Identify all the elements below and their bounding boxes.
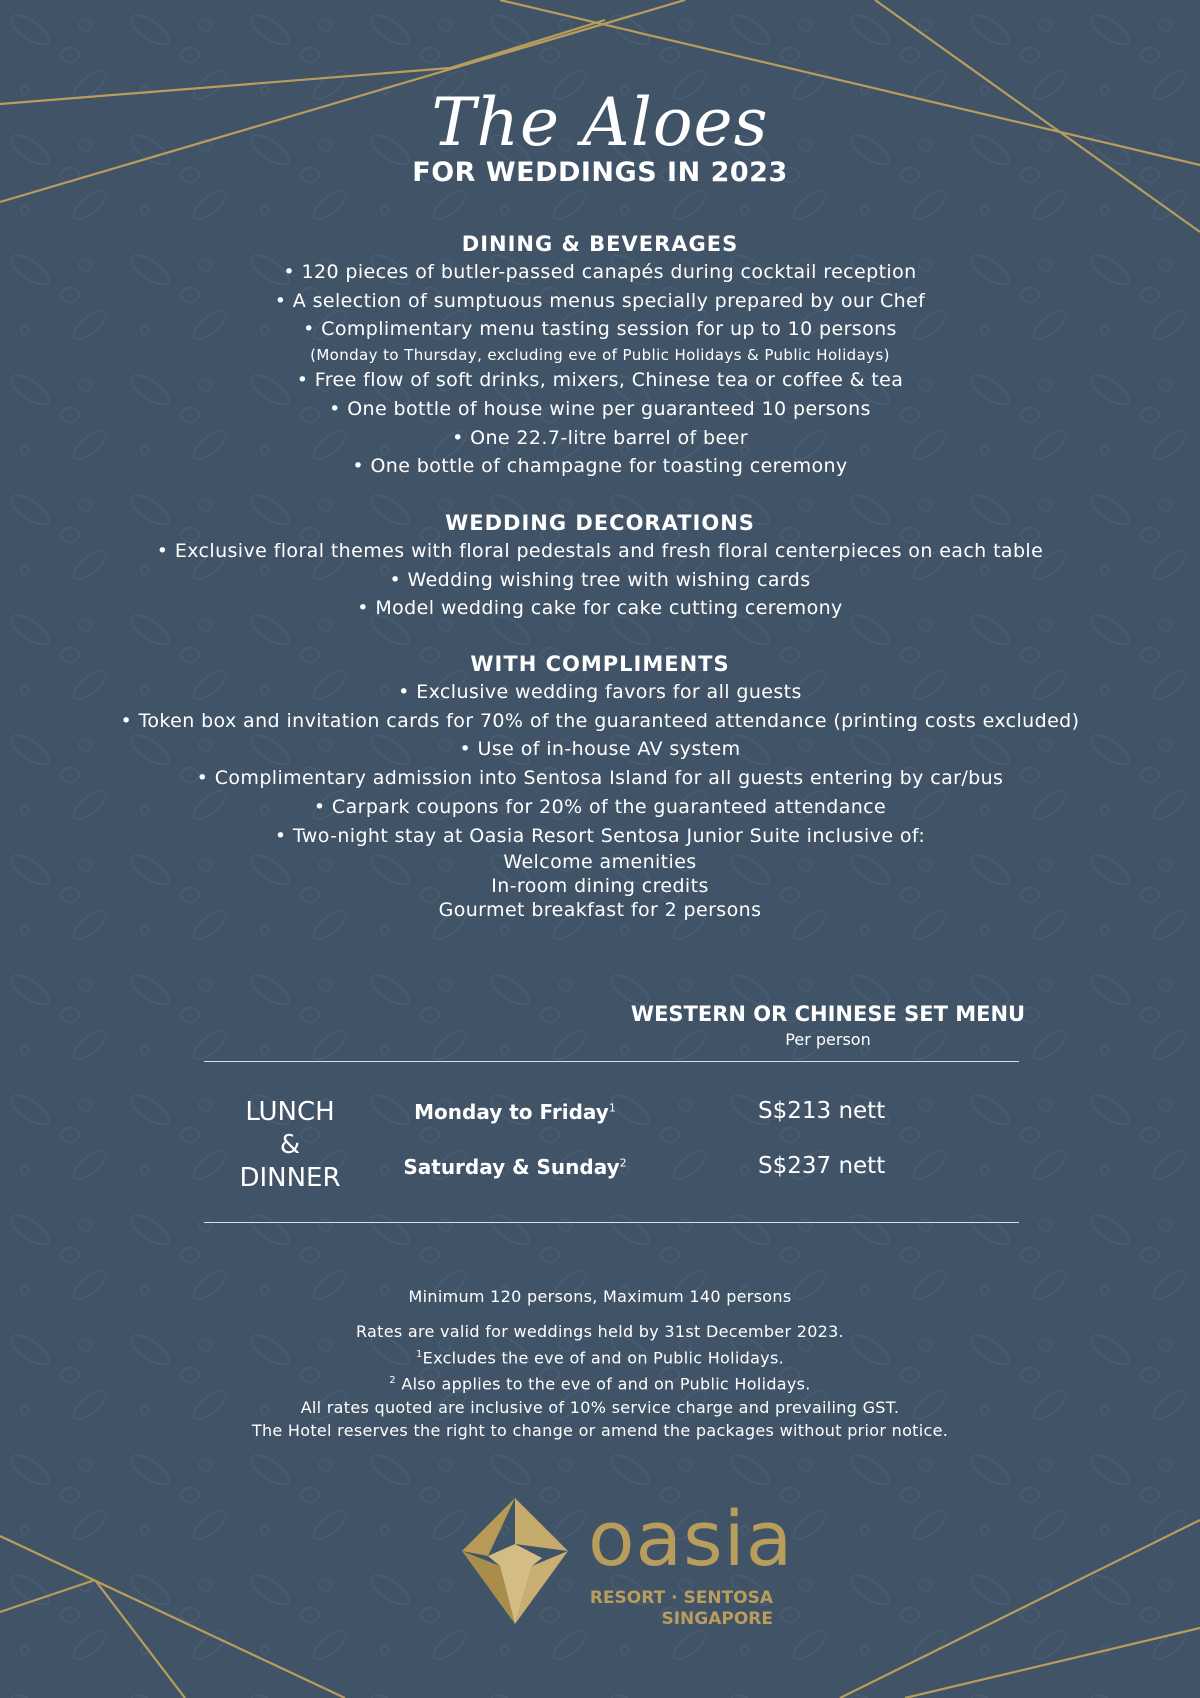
footnotes [0, 1285, 1200, 1442]
weekend-row [380, 1155, 650, 1179]
set-menu-heading: WESTERN OR CHINESE SET MENU [630, 1002, 1026, 1026]
dining-item: • A selection of sumptuous menus specially prepared by our Chef [274, 289, 926, 312]
disclaimer-note: The Hotel reserves the right to change or amend the packages without prior notice. [251, 1420, 949, 1440]
oasia-wordmark: oasia [588, 1494, 794, 1583]
compliments-item: • Two-night stay at Oasia Resort Sentosa Junior Suite inclusive of: [274, 824, 926, 847]
decorations-section [0, 509, 1200, 623]
capacity-note: Minimum 120 persons, Maximum 140 persons [408, 1287, 792, 1306]
decorations-item: • Model wedding cake for cake cutting ceremony [357, 597, 843, 620]
compliments-item: • Exclusive wedding favors for all guests [398, 681, 802, 703]
suite-inclusion: Welcome amenities [503, 851, 697, 874]
decorations-item: • Wedding wishing tree with wishing cards [389, 568, 811, 591]
weekday-row [380, 1100, 650, 1124]
divider-top [204, 1061, 1019, 1062]
dining-item: • Complimentary menu tasting session for up to 10 persons [303, 318, 897, 341]
dining-item: • One 22.7-litre barrel of beer [452, 426, 748, 449]
footnote-1-mark: 1 [416, 1349, 423, 1360]
decorations-item: • Exclusive floral themes with floral pedestals and fresh floral centerpieces on each table [156, 540, 1044, 562]
weekend-price: S$237 nett [758, 1153, 886, 1179]
meal-dinner: DINNER [239, 1163, 341, 1193]
footnote-1 [0, 1343, 1200, 1369]
footnote-2 [0, 1369, 1200, 1395]
suite-inclusion: In-room dining credits [491, 875, 709, 898]
dining-item: • 120 pieces of butler-passed canapés during cocktail reception [283, 261, 917, 283]
suite-inclusion: Gourmet breakfast for 2 persons [438, 899, 762, 922]
logo-resort-line: RESORT · SENTOSA [589, 1588, 773, 1608]
footnote-2-text: Also applies to the eve of and on Public Holidays. [401, 1374, 811, 1394]
gst-note: All rates quoted are inclusive of 10% service charge and prevailing GST. [300, 1397, 900, 1417]
oasia-diamond-icon [460, 1496, 570, 1626]
dining-item: • Free flow of soft drinks, mixers, Chinese tea or coffee & tea [296, 369, 904, 392]
dining-item-note: (Monday to Thursday, excluding eve of Public Holidays & Public Holidays) [310, 346, 890, 365]
weekend-footnote-mark: 2 [619, 1156, 627, 1170]
dining-item: • One bottle of champagne for toasting ceremony [352, 455, 848, 478]
footnote-2-mark: 2 [389, 1375, 396, 1387]
compliments-section [0, 650, 1200, 922]
compliments-heading: WITH COMPLIMENTS [470, 652, 730, 676]
footnote-1-text: Excludes the eve of and on Public Holidays. [422, 1348, 784, 1368]
decorations-heading: WEDDING DECORATIONS [445, 511, 755, 535]
compliments-item: • Token box and invitation cards for 70% of the guaranteed attendance (printing costs excluded) [120, 709, 1080, 732]
weekday-footnote-mark: 1 [608, 1101, 616, 1115]
compliments-item: • Complimentary admission into Sentosa Island for all guests entering by car/bus [196, 767, 1004, 790]
meal-lunch: LUNCH [245, 1097, 335, 1127]
compliments-item: • Carpark coupons for 20% of the guaranteed attendance [313, 795, 887, 818]
per-person-label: Per person [785, 1030, 871, 1049]
dining-heading: DINING & BEVERAGES [461, 232, 739, 256]
meal-label [215, 1096, 365, 1195]
meal-ampersand: & [279, 1130, 301, 1160]
compliments-item: • Use of in-house AV system [459, 738, 741, 761]
validity-note: Rates are valid for weddings held by 31st December 2023. [355, 1322, 845, 1341]
logo-country-line: SINGAPORE [661, 1609, 773, 1629]
dining-item: • One bottle of house wine per guaranteed 10 persons [329, 397, 871, 420]
weekday-price: S$213 nett [758, 1098, 886, 1124]
weekend-label: Saturday & Sunday [403, 1155, 620, 1179]
page-subtitle: FOR WEDDINGS IN 2023 [412, 157, 788, 188]
divider-bottom [204, 1222, 1019, 1223]
weekday-label: Monday to Friday [414, 1100, 609, 1124]
dining-section [0, 230, 1200, 481]
venue-title: The Aloes [431, 84, 769, 161]
